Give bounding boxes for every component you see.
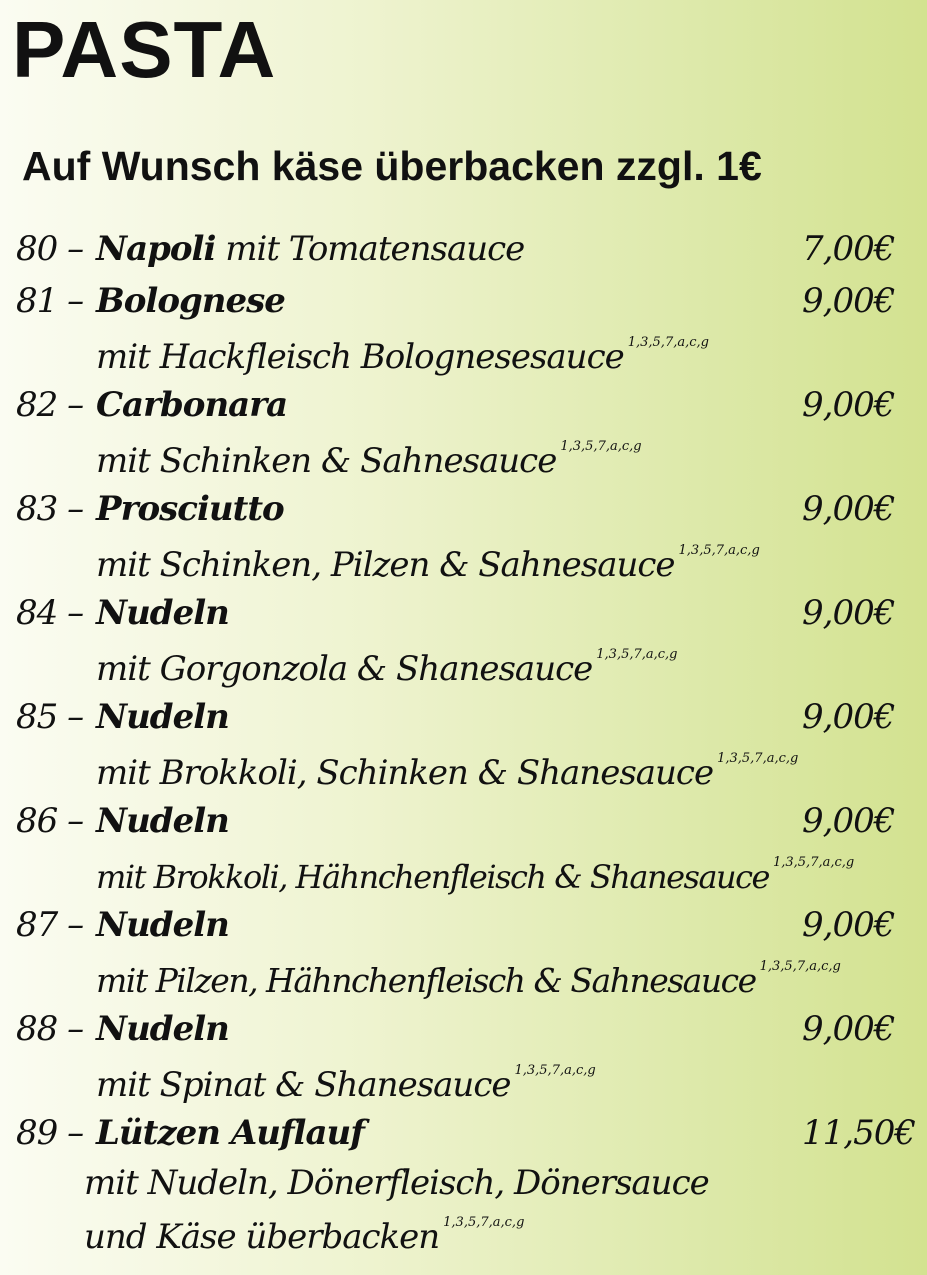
item-number: 80 – xyxy=(16,229,84,269)
item-description xyxy=(96,751,799,793)
item-price: 11,50€ xyxy=(802,1113,915,1153)
item-description xyxy=(96,439,642,481)
item-name: Nudeln xyxy=(96,697,229,737)
item-price: 7,00€ xyxy=(802,229,895,269)
menu-subtitle: Auf Wunsch käse überbacken zzgl. 1€ xyxy=(22,143,762,189)
allergen-codes: 1,3,5,7,a,c,g xyxy=(717,751,799,766)
allergen-codes: 1,3,5,7,a,c,g xyxy=(678,543,760,558)
item-number: 84 – xyxy=(16,593,84,633)
description-text: mit Spinat & Shanesauce xyxy=(96,1065,511,1105)
item-number: 81 – xyxy=(16,281,84,321)
description-text: mit Gorgonzola & Shanesauce xyxy=(96,649,593,689)
item-number: 87 – xyxy=(16,905,84,945)
allergen-codes: 1,3,5,7,a,c,g xyxy=(772,855,855,870)
item-number: 86 – xyxy=(16,801,84,841)
item-name: Nudeln xyxy=(96,593,229,633)
item-description xyxy=(96,647,678,689)
description-text: mit Brokkoli, Schinken & Shanesauce xyxy=(96,753,714,793)
item-name: Carbonara xyxy=(96,385,288,425)
item-price: 9,00€ xyxy=(802,697,895,737)
item-name: Bolognese xyxy=(96,281,285,321)
item-name: Nudeln xyxy=(96,1009,229,1049)
item-description xyxy=(96,959,841,1000)
description-text: mit Brokkoli, Hähnchenfleisch & Shanesauce xyxy=(96,858,769,896)
page-title: PASTA xyxy=(12,5,277,94)
description-text: und Käse überbacken xyxy=(84,1217,440,1257)
item-price: 9,00€ xyxy=(802,801,895,841)
item-price: 9,00€ xyxy=(802,1009,895,1049)
item-name: Napoli xyxy=(96,229,216,269)
allergen-codes: 1,3,5,7,a,c,g xyxy=(627,335,709,350)
item-number: 89 – xyxy=(16,1113,84,1153)
item-name: Nudeln xyxy=(96,905,229,945)
item-number: 85 – xyxy=(16,697,84,737)
description-text: mit Hackfleisch Bolognesesauce xyxy=(96,337,624,377)
item-name: Nudeln xyxy=(96,801,229,841)
description-text: mit Schinken & Sahnesauce xyxy=(96,441,557,481)
allergen-codes: 1,3,5,7,a,c,g xyxy=(759,959,841,974)
item-number: 83 – xyxy=(16,489,84,529)
item-price: 9,00€ xyxy=(802,281,895,321)
item-price: 9,00€ xyxy=(802,385,895,425)
allergen-codes: 1,3,5,7,a,c,g xyxy=(596,647,678,662)
item-description xyxy=(96,855,855,896)
item-name: Lützen Auflauf xyxy=(96,1113,364,1153)
description-text: mit Schinken, Pilzen & Sahnesauce xyxy=(96,545,675,585)
item-name: Prosciutto xyxy=(96,489,284,529)
item-title-line xyxy=(96,229,525,269)
item-description xyxy=(96,1063,596,1105)
item-description xyxy=(96,335,709,377)
item-description-line2 xyxy=(84,1215,525,1257)
item-number: 82 – xyxy=(16,385,84,425)
allergen-codes: 1,3,5,7,a,c,g xyxy=(560,439,642,454)
allergen-codes: 1,3,5,7,a,c,g xyxy=(443,1215,525,1230)
item-price: 9,00€ xyxy=(802,905,895,945)
item-description: mit Nudeln, Dönerfleisch, Dönersauce xyxy=(84,1163,709,1203)
item-price: 9,00€ xyxy=(802,489,895,529)
description-text: mit Pilzen, Hähnchenfleisch & Sahnesauce xyxy=(96,961,756,1000)
item-name-suffix: mit Tomatensauce xyxy=(215,229,525,269)
item-price: 9,00€ xyxy=(802,593,895,633)
allergen-codes: 1,3,5,7,a,c,g xyxy=(514,1063,596,1078)
item-description xyxy=(96,543,760,585)
item-number: 88 – xyxy=(16,1009,84,1049)
